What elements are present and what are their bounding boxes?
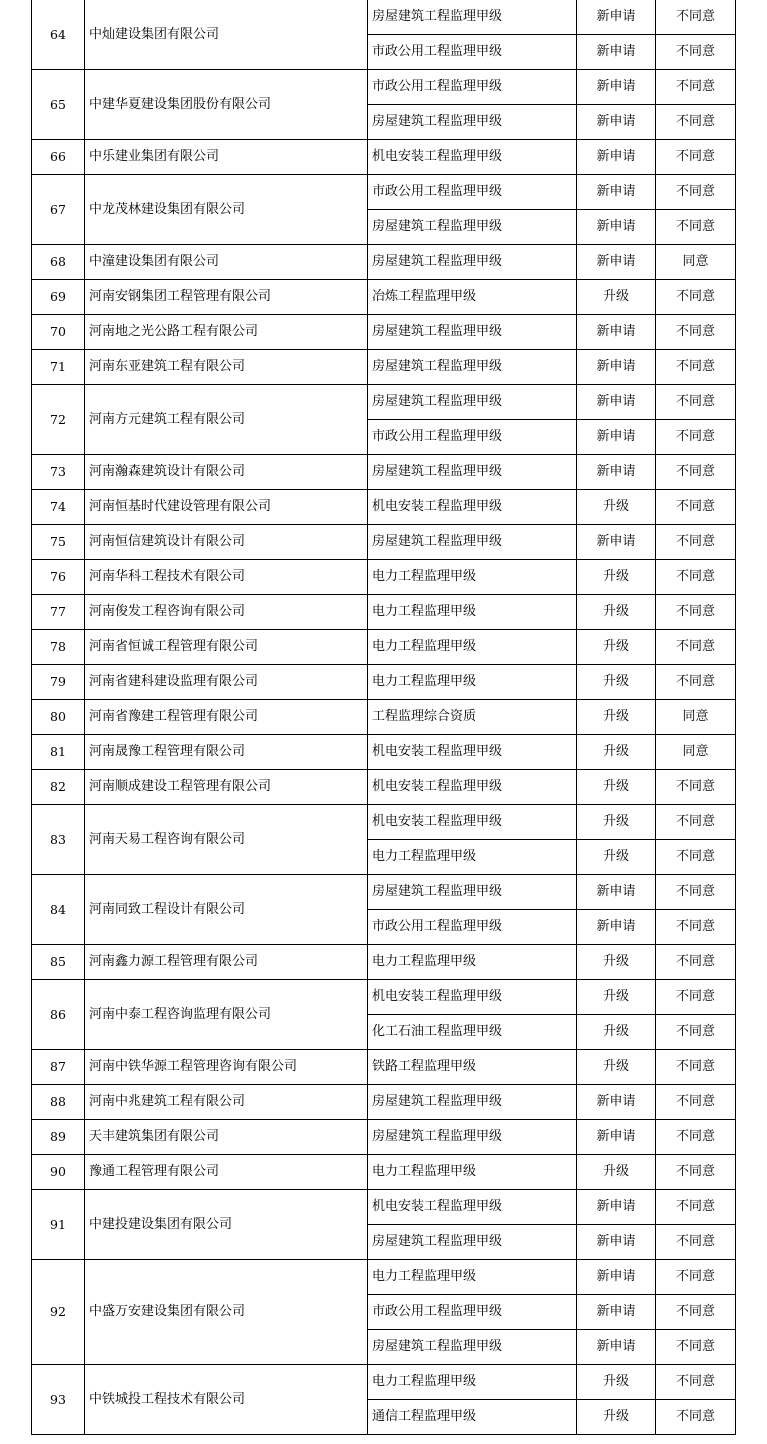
company-name: 中建华夏建设集团股份有限公司 (85, 70, 368, 140)
row-number: 73 (32, 455, 85, 490)
table-row (32, 805, 736, 840)
table-row (32, 315, 736, 350)
company-name: 河南地之光公路工程有限公司 (85, 315, 368, 350)
table-row (32, 1050, 736, 1085)
application-type: 新申请 (577, 525, 656, 560)
qualification: 电力工程监理甲级 (368, 945, 577, 980)
review-result: 不同意 (656, 1190, 736, 1225)
application-type: 升级 (577, 560, 656, 595)
table-row (32, 1260, 736, 1295)
table-row (32, 735, 736, 770)
qualification: 通信工程监理甲级 (368, 1400, 577, 1435)
table-row (32, 350, 736, 385)
review-result: 不同意 (656, 140, 736, 175)
application-type: 新申请 (577, 140, 656, 175)
review-result: 不同意 (656, 210, 736, 245)
qualification: 市政公用工程监理甲级 (368, 70, 577, 105)
row-number: 70 (32, 315, 85, 350)
application-type: 新申请 (577, 1260, 656, 1295)
table-row (32, 875, 736, 910)
review-result: 不同意 (656, 350, 736, 385)
company-name: 河南省建科建设监理有限公司 (85, 665, 368, 700)
application-type: 新申请 (577, 875, 656, 910)
application-type: 新申请 (577, 1085, 656, 1120)
row-number: 88 (32, 1085, 85, 1120)
table-row (32, 490, 736, 525)
company-name: 中铁城投工程技术有限公司 (85, 1365, 368, 1435)
table-row (32, 385, 736, 420)
qualification: 电力工程监理甲级 (368, 630, 577, 665)
review-result: 不同意 (656, 595, 736, 630)
qualification: 电力工程监理甲级 (368, 560, 577, 595)
application-type: 新申请 (577, 1295, 656, 1330)
company-name: 河南恒基时代建设管理有限公司 (85, 490, 368, 525)
table-row (32, 560, 736, 595)
review-result: 不同意 (656, 1365, 736, 1400)
qualification: 化工石油工程监理甲级 (368, 1015, 577, 1050)
qualification: 冶炼工程监理甲级 (368, 280, 577, 315)
company-name: 河南晟豫工程管理有限公司 (85, 735, 368, 770)
qualification: 电力工程监理甲级 (368, 840, 577, 875)
qualification: 机电安装工程监理甲级 (368, 805, 577, 840)
company-name: 河南省豫建工程管理有限公司 (85, 700, 368, 735)
row-number: 78 (32, 630, 85, 665)
application-type: 新申请 (577, 210, 656, 245)
company-name: 河南鑫力源工程管理有限公司 (85, 945, 368, 980)
application-type: 升级 (577, 1400, 656, 1435)
row-number: 83 (32, 805, 85, 875)
review-result: 不同意 (656, 1155, 736, 1190)
application-type: 升级 (577, 770, 656, 805)
application-type: 升级 (577, 1365, 656, 1400)
table-row (32, 665, 736, 700)
application-type: 升级 (577, 735, 656, 770)
review-result: 不同意 (656, 175, 736, 210)
qualification: 电力工程监理甲级 (368, 1260, 577, 1295)
row-number: 82 (32, 770, 85, 805)
application-type: 新申请 (577, 315, 656, 350)
qualification: 市政公用工程监理甲级 (368, 175, 577, 210)
qualification: 电力工程监理甲级 (368, 665, 577, 700)
application-type: 新申请 (577, 1120, 656, 1155)
application-type: 升级 (577, 840, 656, 875)
company-name: 河南天易工程咨询有限公司 (85, 805, 368, 875)
review-result: 不同意 (656, 1120, 736, 1155)
review-result: 不同意 (656, 280, 736, 315)
qualification: 电力工程监理甲级 (368, 1155, 577, 1190)
qualification: 房屋建筑工程监理甲级 (368, 350, 577, 385)
company-name: 中盛万安建设集团有限公司 (85, 1260, 368, 1365)
review-result: 不同意 (656, 490, 736, 525)
row-number: 69 (32, 280, 85, 315)
review-result: 不同意 (656, 875, 736, 910)
application-type: 升级 (577, 280, 656, 315)
review-result: 不同意 (656, 805, 736, 840)
table-row (32, 1120, 736, 1155)
review-result: 不同意 (656, 1330, 736, 1365)
application-type: 新申请 (577, 455, 656, 490)
table-row (32, 980, 736, 1015)
application-type: 新申请 (577, 70, 656, 105)
table-row (32, 1085, 736, 1120)
row-number: 68 (32, 245, 85, 280)
company-name: 豫通工程管理有限公司 (85, 1155, 368, 1190)
qualification: 房屋建筑工程监理甲级 (368, 455, 577, 490)
row-number: 75 (32, 525, 85, 560)
application-type: 新申请 (577, 420, 656, 455)
company-name: 中灿建设集团有限公司 (85, 0, 368, 70)
row-number: 76 (32, 560, 85, 595)
application-type: 升级 (577, 945, 656, 980)
table-body (32, 0, 736, 1435)
review-result: 不同意 (656, 1400, 736, 1435)
row-number: 91 (32, 1190, 85, 1260)
qualification: 房屋建筑工程监理甲级 (368, 1330, 577, 1365)
qualification: 市政公用工程监理甲级 (368, 910, 577, 945)
qualification: 机电安装工程监理甲级 (368, 770, 577, 805)
application-type: 升级 (577, 980, 656, 1015)
qualification: 房屋建筑工程监理甲级 (368, 875, 577, 910)
table-row (32, 945, 736, 980)
qualification: 机电安装工程监理甲级 (368, 735, 577, 770)
row-number: 81 (32, 735, 85, 770)
row-number: 71 (32, 350, 85, 385)
qualification: 房屋建筑工程监理甲级 (368, 315, 577, 350)
qualification: 工程监理综合资质 (368, 700, 577, 735)
row-number: 64 (32, 0, 85, 70)
row-number: 80 (32, 700, 85, 735)
application-type: 新申请 (577, 105, 656, 140)
review-result: 不同意 (656, 70, 736, 105)
row-number: 86 (32, 980, 85, 1050)
review-result: 不同意 (656, 1015, 736, 1050)
qualification: 房屋建筑工程监理甲级 (368, 245, 577, 280)
row-number: 87 (32, 1050, 85, 1085)
review-result: 不同意 (656, 840, 736, 875)
company-name: 河南顺成建设工程管理有限公司 (85, 770, 368, 805)
qualification: 房屋建筑工程监理甲级 (368, 1120, 577, 1155)
company-name: 河南省恒诚工程管理有限公司 (85, 630, 368, 665)
qualification: 市政公用工程监理甲级 (368, 1295, 577, 1330)
table-row (32, 280, 736, 315)
company-name: 河南俊发工程咨询有限公司 (85, 595, 368, 630)
company-name: 河南中泰工程咨询监理有限公司 (85, 980, 368, 1050)
table-row (32, 630, 736, 665)
row-number: 84 (32, 875, 85, 945)
application-type: 升级 (577, 700, 656, 735)
review-result: 不同意 (656, 525, 736, 560)
application-type: 升级 (577, 665, 656, 700)
row-number: 77 (32, 595, 85, 630)
row-number: 90 (32, 1155, 85, 1190)
row-number: 92 (32, 1260, 85, 1365)
qualification: 机电安装工程监理甲级 (368, 490, 577, 525)
table-row (32, 175, 736, 210)
row-number: 65 (32, 70, 85, 140)
company-name: 河南安钢集团工程管理有限公司 (85, 280, 368, 315)
review-result: 不同意 (656, 1085, 736, 1120)
application-type: 升级 (577, 1050, 656, 1085)
review-result: 不同意 (656, 1295, 736, 1330)
review-result: 同意 (656, 700, 736, 735)
row-number: 93 (32, 1365, 85, 1435)
approval-table (31, 0, 736, 1435)
company-name: 河南华科工程技术有限公司 (85, 560, 368, 595)
application-type: 升级 (577, 490, 656, 525)
qualification: 铁路工程监理甲级 (368, 1050, 577, 1085)
review-result: 不同意 (656, 770, 736, 805)
company-name: 河南瀚森建筑设计有限公司 (85, 455, 368, 490)
table-row (32, 770, 736, 805)
review-result: 不同意 (656, 0, 736, 35)
company-name: 河南恒信建筑设计有限公司 (85, 525, 368, 560)
row-number: 72 (32, 385, 85, 455)
review-result: 不同意 (656, 105, 736, 140)
row-number: 79 (32, 665, 85, 700)
review-result: 不同意 (656, 315, 736, 350)
qualification: 房屋建筑工程监理甲级 (368, 0, 577, 35)
application-type: 新申请 (577, 35, 656, 70)
application-type: 升级 (577, 1015, 656, 1050)
table-row (32, 595, 736, 630)
application-type: 新申请 (577, 1330, 656, 1365)
application-type: 升级 (577, 595, 656, 630)
qualification: 房屋建筑工程监理甲级 (368, 525, 577, 560)
row-number: 89 (32, 1120, 85, 1155)
row-number: 85 (32, 945, 85, 980)
row-number: 66 (32, 140, 85, 175)
review-result: 不同意 (656, 980, 736, 1015)
company-name: 中龙茂林建设集团有限公司 (85, 175, 368, 245)
application-type: 新申请 (577, 385, 656, 420)
qualification: 电力工程监理甲级 (368, 595, 577, 630)
table-row (32, 1190, 736, 1225)
company-name: 天丰建筑集团有限公司 (85, 1120, 368, 1155)
table-row (32, 455, 736, 490)
qualification: 房屋建筑工程监理甲级 (368, 210, 577, 245)
qualification: 房屋建筑工程监理甲级 (368, 385, 577, 420)
company-name: 河南中兆建筑工程有限公司 (85, 1085, 368, 1120)
qualification: 机电安装工程监理甲级 (368, 980, 577, 1015)
application-type: 新申请 (577, 1190, 656, 1225)
company-name: 中乐建业集团有限公司 (85, 140, 368, 175)
qualification: 市政公用工程监理甲级 (368, 420, 577, 455)
review-result: 不同意 (656, 420, 736, 455)
table-row (32, 140, 736, 175)
company-name: 中潼建设集团有限公司 (85, 245, 368, 280)
application-type: 升级 (577, 805, 656, 840)
review-result: 不同意 (656, 560, 736, 595)
application-type: 新申请 (577, 0, 656, 35)
company-name: 河南同致工程设计有限公司 (85, 875, 368, 945)
application-type: 升级 (577, 630, 656, 665)
row-number: 74 (32, 490, 85, 525)
application-type: 新申请 (577, 175, 656, 210)
application-type: 新申请 (577, 350, 656, 385)
review-result: 不同意 (656, 945, 736, 980)
qualification: 房屋建筑工程监理甲级 (368, 1085, 577, 1120)
review-result: 同意 (656, 735, 736, 770)
review-result: 不同意 (656, 1260, 736, 1295)
company-name: 河南方元建筑工程有限公司 (85, 385, 368, 455)
application-type: 新申请 (577, 245, 656, 280)
review-result: 不同意 (656, 1225, 736, 1260)
qualification: 机电安装工程监理甲级 (368, 140, 577, 175)
review-result: 不同意 (656, 630, 736, 665)
table-row (32, 245, 736, 280)
review-result: 不同意 (656, 35, 736, 70)
table-row (32, 70, 736, 105)
review-result: 不同意 (656, 665, 736, 700)
qualification: 房屋建筑工程监理甲级 (368, 1225, 577, 1260)
table-row (32, 0, 736, 35)
review-result: 不同意 (656, 910, 736, 945)
row-number: 67 (32, 175, 85, 245)
application-type: 新申请 (577, 1225, 656, 1260)
company-name: 中建投建设集团有限公司 (85, 1190, 368, 1260)
qualification: 房屋建筑工程监理甲级 (368, 105, 577, 140)
qualification: 机电安装工程监理甲级 (368, 1190, 577, 1225)
review-result: 不同意 (656, 1050, 736, 1085)
qualification: 电力工程监理甲级 (368, 1365, 577, 1400)
company-name: 河南东亚建筑工程有限公司 (85, 350, 368, 385)
review-result: 不同意 (656, 455, 736, 490)
table-row (32, 1365, 736, 1400)
application-type: 升级 (577, 1155, 656, 1190)
company-name: 河南中铁华源工程管理咨询有限公司 (85, 1050, 368, 1085)
application-type: 新申请 (577, 910, 656, 945)
table-row (32, 700, 736, 735)
review-result: 同意 (656, 245, 736, 280)
table-row (32, 1155, 736, 1190)
table-row (32, 525, 736, 560)
qualification: 市政公用工程监理甲级 (368, 35, 577, 70)
review-result: 不同意 (656, 385, 736, 420)
